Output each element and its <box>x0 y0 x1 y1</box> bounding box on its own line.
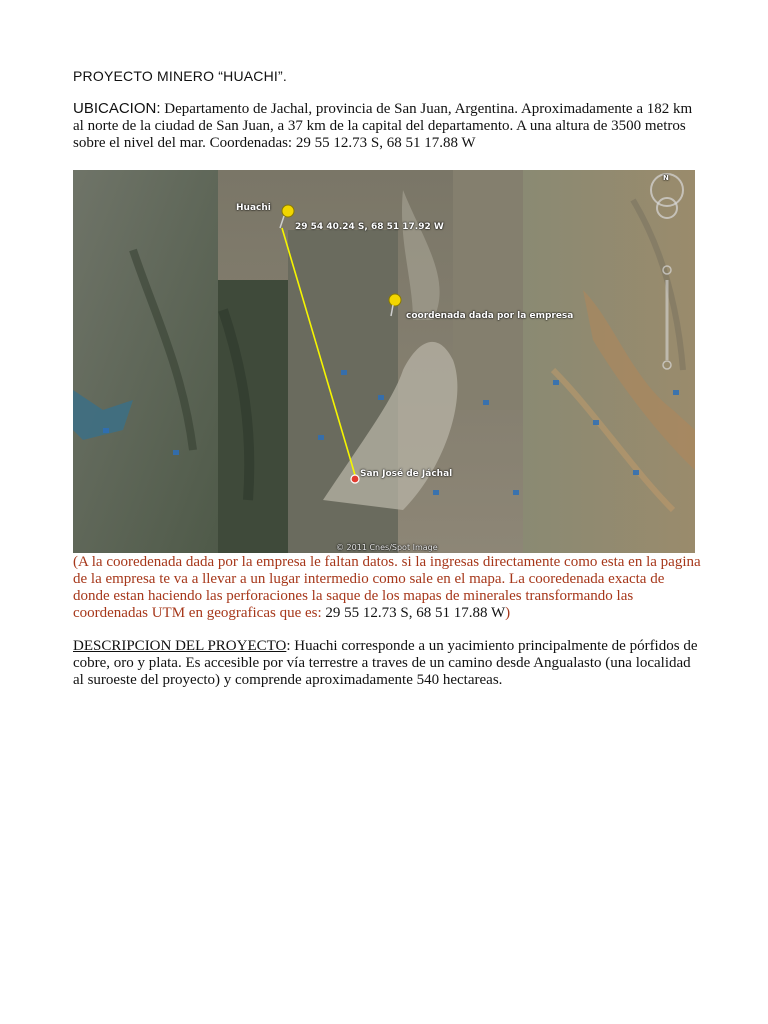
note-paragraph <box>73 554 703 622</box>
note-close: ) <box>505 605 511 621</box>
note-text: (A la cooredenada dada por la empresa le faltan datos. si la ingresas directamente como esta en la pagina de la empresa te va a llevar a un lugar intermedio como sale en el mapa. La cooredenada exacta de donde estan haciendo las perforaciones la saque de los mapas de minerales transformando las coordenadas UTM en geograficas que es: <box>73 554 701 621</box>
descripcion-text: Huachi corresponde a un yacimiento principalmente de pórfidos de cobre, oro y plata. Es accesible por vía terrestre a traves de un camino desde Angualasto (una localidad al suroeste del proyecto) y comprende aproximadamente 540 hectareas. <box>73 638 698 688</box>
document-title: PROYECTO MINERO “HUACHI”. <box>73 68 287 84</box>
map-copyright: © 2011 Cnes/Spot Image <box>336 543 438 552</box>
map-label-town: San José de Jáchal <box>360 469 453 479</box>
ubicacion-label: UBICACION: <box>73 100 161 117</box>
descripcion-label: DESCRIPCION DEL PROYECTO <box>73 638 287 654</box>
town-marker-icon <box>351 475 359 483</box>
map-label-company-coordinate: coordenada dada por la empresa <box>406 311 574 321</box>
ubicacion-text: Departamento de Jachal, provincia de San Juan, Argentina. Aproximadamente a 182 km al norte de la ciudad de San Juan, a 37 km de la capital del departamento. A una altura de 3500 metros sobre el nivel del mar. Coordenadas: 29 55 12.73 S, 68 51 17.88 W <box>73 101 693 151</box>
satellite-map <box>73 170 695 553</box>
map-label-huachi: Huachi <box>236 203 271 213</box>
descripcion-paragraph <box>73 638 703 689</box>
descripcion-colon: : <box>286 638 291 654</box>
map-label-huachi-coords: 29 54 40.24 S, 68 51 17.92 W <box>295 222 444 232</box>
north-indicator: N <box>663 174 669 182</box>
ubicacion-paragraph <box>73 100 703 152</box>
note-coords: 29 55 12.73 S, 68 51 17.88 W <box>325 605 506 621</box>
